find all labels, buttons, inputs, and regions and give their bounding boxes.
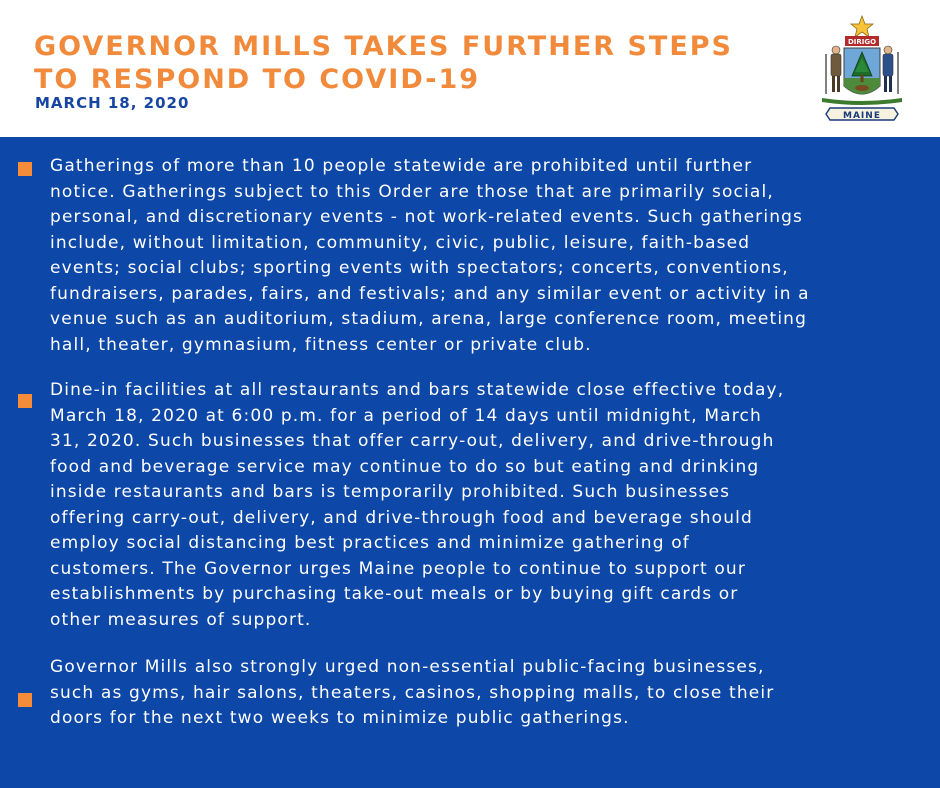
title-line-1: GOVERNOR MILLS TAKES FURTHER STEPS xyxy=(34,31,733,62)
seal-motto: DIRIGO xyxy=(847,38,877,46)
content-panel xyxy=(0,137,940,788)
item-line: notice. Gatherings subject to this Order are those that are primarily social, xyxy=(50,181,774,202)
title-line-2: TO RESPOND TO COVID-19 xyxy=(34,64,481,95)
bullet-square-icon xyxy=(18,693,32,707)
item-line: other measures of support. xyxy=(50,609,312,630)
item-line: customers. The Governor urges Maine people to continue to support our xyxy=(50,558,746,579)
item-line: March 18, 2020 at 6:00 p.m. for a period of 14 days until midnight, March xyxy=(50,405,762,426)
item-line: employ social distancing best practices and minimize gathering of xyxy=(50,533,690,553)
item-line: Gatherings of more than 10 people statewide are prohibited until further xyxy=(50,156,753,176)
maine-state-seal-icon xyxy=(812,14,912,130)
item-text xyxy=(50,378,920,633)
item-line: include, without limitation, community, civic, public, leisure, faith-based xyxy=(50,232,751,253)
item-text xyxy=(50,655,920,732)
item-line: venue such as an auditorium, stadium, arena, large conference room, meeting xyxy=(50,309,808,329)
page-title xyxy=(34,30,733,96)
item-line: fundraisers, parades, fairs, and festivals; and any similar event or activity in a xyxy=(50,283,810,304)
item-line: food and beverage service may continue to do so but eating and drinking xyxy=(50,456,760,477)
item-line: Dine-in facilities at all restaurants and bars statewide close effective today, xyxy=(50,380,785,400)
seal-banner: MAINE xyxy=(843,111,881,121)
item-line: 31, 2020. Such businesses that offer carry-out, delivery, and drive-through xyxy=(50,431,775,451)
item-line: inside restaurants and bars is temporarily prohibited. Such businesses xyxy=(50,482,731,502)
item-line: personal, and discretionary events - not work-related events. Such gatherings xyxy=(50,207,804,227)
item-text xyxy=(50,154,920,358)
bullet-square-icon xyxy=(18,394,32,408)
item-line: events; social clubs; sporting events with spectators; concerts, conventions, xyxy=(50,258,789,278)
item-line: Governor Mills also strongly urged non-essential public-facing businesses, xyxy=(50,657,765,677)
item-line: establishments by purchasing take-out meals or by buying gift cards or xyxy=(50,584,739,604)
item-line: doors for the next two weeks to minimize public gatherings. xyxy=(50,708,630,728)
item-line: offering carry-out, delivery, and drive-through food and beverage should xyxy=(50,507,753,528)
header xyxy=(0,0,940,137)
item-line: hall, theater, gymnasium, fitness center or private club. xyxy=(50,334,592,355)
bullet-square-icon xyxy=(18,162,32,176)
item-line: such as gyms, hair salons, theaters, casinos, shopping malls, to close their xyxy=(50,682,775,703)
date-label: MARCH 18, 2020 xyxy=(35,94,190,112)
